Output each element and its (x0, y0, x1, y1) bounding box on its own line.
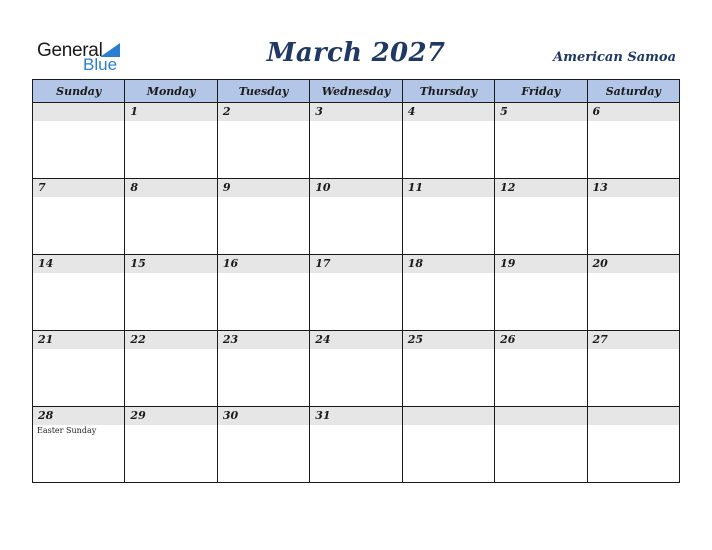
day-cell (402, 407, 494, 483)
week-row (33, 331, 680, 407)
day-cell (217, 331, 309, 407)
day-cell (587, 255, 679, 331)
calendar-body (33, 103, 680, 483)
day-cell (33, 255, 125, 331)
day-cell (310, 255, 402, 331)
day-cell (217, 179, 309, 255)
day-cell (310, 331, 402, 407)
day-cell (402, 103, 494, 179)
calendar-title: March 2027 (266, 38, 446, 68)
day-number: 31 (310, 407, 401, 425)
day-cell (402, 331, 494, 407)
weekday-saturday: Saturday (587, 80, 679, 103)
day-number: 21 (33, 331, 124, 349)
day-cell (33, 103, 125, 179)
day-number: 25 (403, 331, 494, 349)
day-number: 12 (495, 179, 586, 197)
day-cell (125, 255, 217, 331)
day-cell (125, 331, 217, 407)
day-number: 2 (218, 103, 309, 121)
day-number: 20 (588, 255, 679, 273)
day-cell (33, 407, 125, 483)
week-row (33, 179, 680, 255)
day-cell (495, 331, 587, 407)
day-number: 4 (403, 103, 494, 121)
day-cell (33, 179, 125, 255)
day-number: 30 (218, 407, 309, 425)
day-number: 27 (588, 331, 679, 349)
day-number: 15 (125, 255, 216, 273)
day-number: 6 (588, 103, 679, 121)
day-number: 9 (218, 179, 309, 197)
day-cell (587, 103, 679, 179)
day-number: 7 (33, 179, 124, 197)
day-cell (217, 255, 309, 331)
day-cell (495, 255, 587, 331)
day-number (33, 103, 124, 121)
weekday-wednesday: Wednesday (310, 80, 402, 103)
weekday-monday: Monday (125, 80, 217, 103)
day-cell (495, 179, 587, 255)
day-cell (125, 407, 217, 483)
day-cell (125, 179, 217, 255)
weekday-header-row (33, 80, 680, 103)
day-cell (495, 407, 587, 483)
day-cell (402, 255, 494, 331)
day-cell (495, 103, 587, 179)
day-number: 29 (125, 407, 216, 425)
day-number: 23 (218, 331, 309, 349)
day-number: 1 (125, 103, 216, 121)
day-number: 18 (403, 255, 494, 273)
day-cell (125, 103, 217, 179)
week-row (33, 255, 680, 331)
region-label: American Samoa (553, 50, 676, 65)
day-cell (310, 103, 402, 179)
day-number: 8 (125, 179, 216, 197)
day-number: 16 (218, 255, 309, 273)
day-number (403, 407, 494, 425)
day-number: 17 (310, 255, 401, 273)
day-cell (587, 331, 679, 407)
weekday-sunday: Sunday (33, 80, 125, 103)
day-number: 13 (588, 179, 679, 197)
day-number: 22 (125, 331, 216, 349)
day-cell (217, 103, 309, 179)
week-row (33, 103, 680, 179)
weekday-tuesday: Tuesday (217, 80, 309, 103)
day-number: 28 (33, 407, 124, 425)
logo-text-blue: Blue (83, 55, 118, 74)
weekday-thursday: Thursday (402, 80, 494, 103)
logo-text-general: General (37, 40, 103, 61)
day-number: 14 (33, 255, 124, 273)
calendar-grid (32, 79, 680, 483)
day-number (588, 407, 679, 425)
day-number: 3 (310, 103, 401, 121)
day-number: 10 (310, 179, 401, 197)
day-number: 11 (403, 179, 494, 197)
day-number: 26 (495, 331, 586, 349)
week-row (33, 407, 680, 483)
holiday-label: Easter Sunday (37, 426, 97, 435)
weekday-friday: Friday (495, 80, 587, 103)
day-cell (587, 179, 679, 255)
day-cell (217, 407, 309, 483)
day-cell (587, 407, 679, 483)
day-number: 24 (310, 331, 401, 349)
day-number (495, 407, 586, 425)
day-cell (310, 179, 402, 255)
day-number: 5 (495, 103, 586, 121)
day-cell (402, 179, 494, 255)
day-cell (310, 407, 402, 483)
day-number: 19 (495, 255, 586, 273)
day-cell (33, 331, 125, 407)
